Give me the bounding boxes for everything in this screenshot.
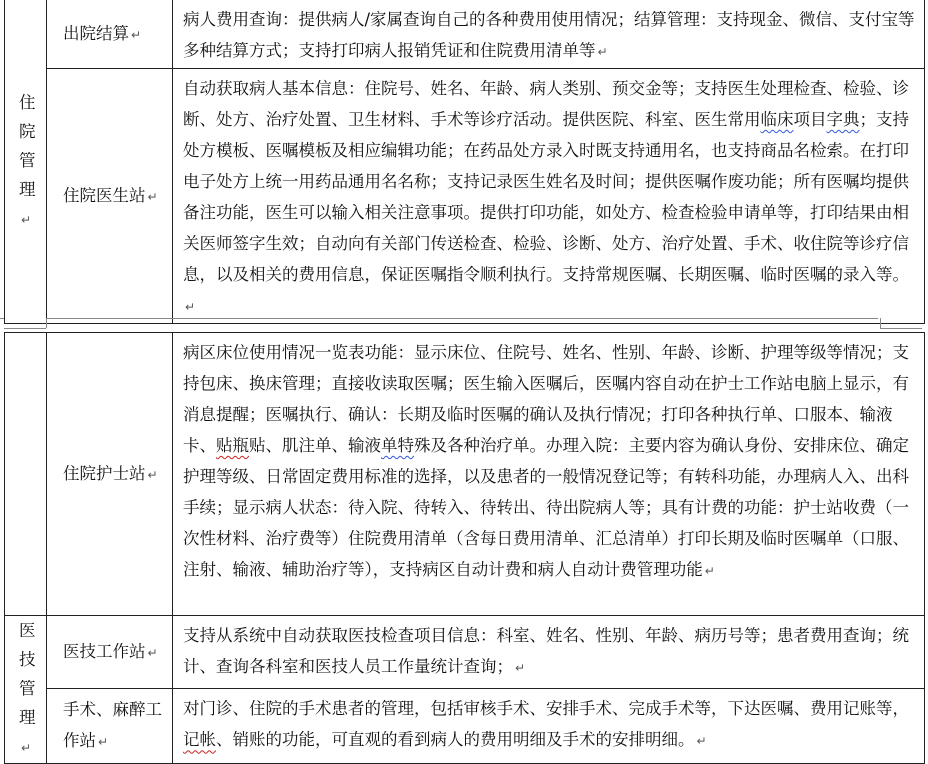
category-cell: 医技管理 ↵ [5,616,47,764]
spellcheck-underline: 字典 [826,110,860,129]
page-break-line [4,328,46,329]
subsystem-cell: 住院护士站 ↵ [47,333,173,616]
subsystem-cell: 住院医生站 ↵ [47,69,173,324]
description-cell: 自动获取病人基本信息：住院号、姓名、年龄、病人类别、预交金等；支持医生处理检查、检验、诊断、处方、治疗处置、卫生材料、手术等诊疗活动。提供医院、科室、医生常用临床项目字典；支持处方模板、医嘱模板及相应编辑功能；在药品处方录入时既支持通用名，也支持商品名检索。在打印电子处方上统一用药品通用名名称；支持记录医生姓名及时间；提供医嘱作废功能；所有医嘱均提供备注功能，医生可以输入相关注意事项。提供打印功能，如处方、检查检验申请单等，打印结果由相关医师签字生效；自动向有关部门传送检查、检验、诊断、处方、治疗处置、手术、收住院等诊疗信息，以及相关的费用信息，保证医嘱指令顺利执行。支持常规医嘱、长期医嘱、临时医嘱的录入等。↵ [173,69,925,324]
subsystem-cell: 出院结算 ↵ [47,0,173,69]
subsystem-cell: 手术、麻醉工作站 ↵ [47,689,173,764]
spellcheck-underline: 单特 [381,436,414,455]
page-break-line [0,318,4,319]
table-row [5,333,925,616]
description-text: 自动获取病人基本信息：住院号、姓名、年龄、病人类别、预交金等；支持医生处理检查、检验、诊断、处方、治疗处置、卫生材料、手术等诊疗活动。提供医院、科室、医生常用 [183,79,909,129]
page-corner-mark [46,318,47,328]
category-label: 住院管理 [19,93,36,199]
subsystem-cell: 医技工作站 ↵ [47,616,173,689]
page-corner-mark [880,318,881,328]
subsystem-name: 医技工作站 [63,641,146,661]
description-cell: 病人费用查询：提供病人/家属查询自己的各种费用使用情况；结算管理：支持现金、微信、支付宝等多种结算方式；支持打印病人报销凭证和住院费用清单等 ↵ [173,0,925,69]
table-row [5,689,925,764]
category-cell-empty [5,333,47,616]
description-text: 对门诊、住院的手术患者的管理，包括审核手术、安排手术、完成手术等，下达医嘱、费用记账等， [183,699,909,719]
description-cell: 病区床位使用情况一览表功能：显示床位、住院号、姓名、性别、年龄、诊断、护理等级等情况；支持包床、换床管理；直接收读取医嘱；医生输入医嘱后，医嘱内容自动在护士工作站电脑上显示，有消息提醒；医嘱执行、确认：长期及临时医嘱的确认及执行情况；打印各种执行单、口服本、输液卡、贴瓶贴、肌注单、输液单特殊及各种治疗单。办理入院：主要内容为确认身份、安排床位、确定护理等级、日常固定费用标准的选择，以及患者的一般情况登记等；有转科功能，办理病人入、出科手续；显示病人状态：待入院、待转入、待转出、待出院病人等；具有计费的功能：护士站收费（一次性材料、治疗费等）住院费用清单（含每日费用清单、汇总清单）打印长期及临时医嘱单（口服、注射、输液、辅助治疗等），支持病区自动计费和病人自动计费管理功能 ↵ [173,333,925,616]
table-row [5,616,925,689]
page-break-line [46,318,878,319]
spellcheck-underline: 贴瓶 [216,436,249,455]
description-text: 病区床位使用情况一览表功能：显示床位、住院号、姓名、性别、年龄、诊断、护理等级等情况；支持包床、换床管理；直接收读取医嘱；医生输入医嘱后，医嘱内容自动在护士工作站电脑上显示，有消息提醒；医嘱执行、确认：长期及临时医嘱的确认及执行情况；打印各种执行单、口服本、输液卡、 [183,343,909,455]
description-text: 病人费用查询：提供病人/家属查询自己的各种费用使用情况；结算管理：支持现金、微信、支付宝等多种结算方式；支持打印病人报销凭证和住院费用清单等 [183,10,915,60]
spellcheck-underline: 记帐 [183,730,216,750]
subsystem-name: 住院医生站 [63,185,146,205]
top-table [4,0,925,324]
category-cell: 住院管理 ↵ [5,0,47,324]
bottom-table [4,332,925,764]
spellcheck-underline: 临床 [760,110,794,129]
table-row [5,0,925,69]
description-cell: 支持从系统中自动获取医技检查项目信息：科室、姓名、性别、年龄、病历号等；患者费用查询；统计、查询各科室和医技人员工作量统计查询； ↵ [173,616,925,689]
subsystem-name: 手术、麻醉工作站 [63,700,162,751]
table-row [5,69,925,324]
subsystem-name: 出院结算 [63,23,129,43]
subsystem-name: 住院护士站 [63,463,146,483]
page-break-line [880,328,922,329]
category-label: 医技管理 [19,621,36,727]
description-cell: 对门诊、住院的手术患者的管理，包括审核手术、安排手术、完成手术等，下达医嘱、费用记账等，记帐、销账的功能，可直观的看到病人的费用明细及手术的安排明细。 ↵ [173,689,925,764]
description-text: 支持从系统中自动获取医技检查项目信息：科室、姓名、性别、年龄、病历号等；患者费用查询；统计、查询各科室和医技人员工作量统计查询； [183,626,909,676]
